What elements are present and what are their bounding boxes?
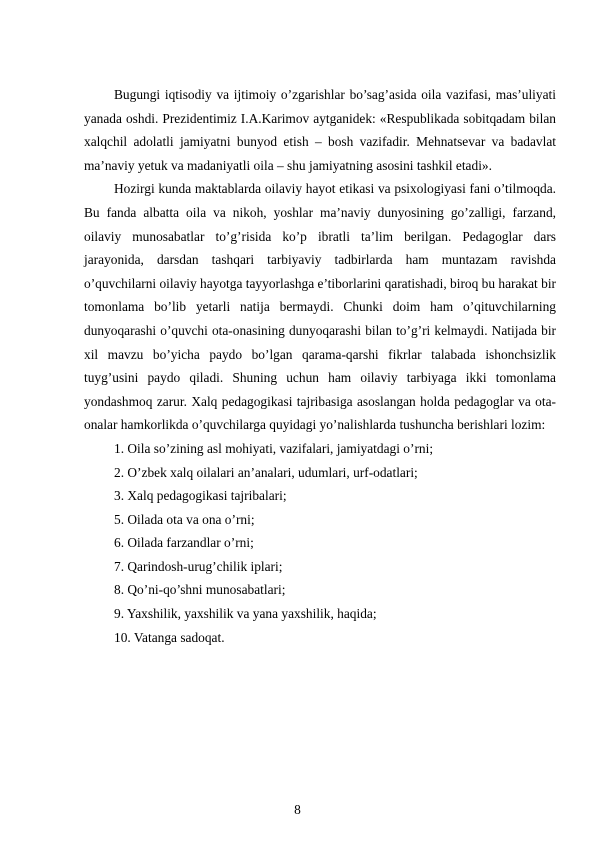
list-item: 6. Oilada farzandlar o’rni;: [114, 535, 254, 551]
list-item: 9. Yaxshilik, yaxshilik va yana yaxshilik, haqida;: [114, 606, 377, 622]
list-item: 1. Oila so’zining asl mohiyati, vazifalari, jamiyatdagi o’rni;: [114, 440, 434, 456]
list-item: 7. Qarindosh-urug’chilik iplari;: [114, 558, 283, 574]
list-item: 8. Qo’ni-qo’shni munosabatlari;: [114, 582, 286, 598]
list-item: 3. Xalq pedagogikasi tajribalari;: [114, 488, 287, 504]
directions-list: [84, 437, 556, 649]
list-item: 5. Oilada ota va ona o’rni;: [114, 511, 255, 527]
body-text: [84, 83, 556, 649]
page-number: 8: [294, 802, 301, 817]
paragraph-intro: Bugungi iqtisodiy va ijtimoiy o’zgarishlar bo’sag’asida oila vazifasi, mas’uliyati yanada oshdi. Prezidentimiz I.A.Karimov aytganidek: «Respublikada sobitqadam bilan xalqchil adolatli jamiyatni bunyod etish – bosh vazifadir. Mehnatsevar va badavlat ma’naviy yetuk va madaniyatli oila – shu jamiyatning asosini tashkil etadi».: [84, 87, 556, 173]
list-item: 2. O’zbek xalq oilalari an’analari, udumlari, urf-odatlari;: [114, 464, 418, 480]
list-item: 10. Vatanga sadoqat.: [114, 629, 225, 645]
paragraph-main: Hozirgi kunda maktablarda oilaviy hayot etikasi va psixologiyasi fani o’tilmoqda. Bu fanda albatta oila va nikoh, yoshlar ma’naviy dunyosining go’zalligi, farzand, oilaviy munosabatlar to’g’risida ko’p ibratli ta’lim berilgan. Pedagoglar dars jarayonida, darsdan tashqari tarbiyaviy tadbirlarda ham muntazam ravishda o’quvchilarni oilaviy hayotga tayyorlashga e’tiborlarini qaratishadi, biroq bu harakat bir tomonlama bo’lib yetarli natija bermaydi. Chunki doim ham o’qituvchilarning dunyoqarashi o’quvchi ota-onasining dunyoqarashi bilan to’g’ri kelmaydi. Natijada bir xil mavzu bo’yicha paydo bo’lgan qarama-qarshi fikrlar talabada ishonchsizlik tuyg’usini paydo qiladi. Shuning uchun ham oilaviy tarbiyaga ikki tomonlama yondashmoq zarur. Xalq pedagogikasi tajribasiga asoslangan holda pedagoglar va ota-onalar hamkorlikda o’quvchilarga quyidagi yo’nalishlarda tushuncha berishlari lozim:: [84, 181, 557, 433]
